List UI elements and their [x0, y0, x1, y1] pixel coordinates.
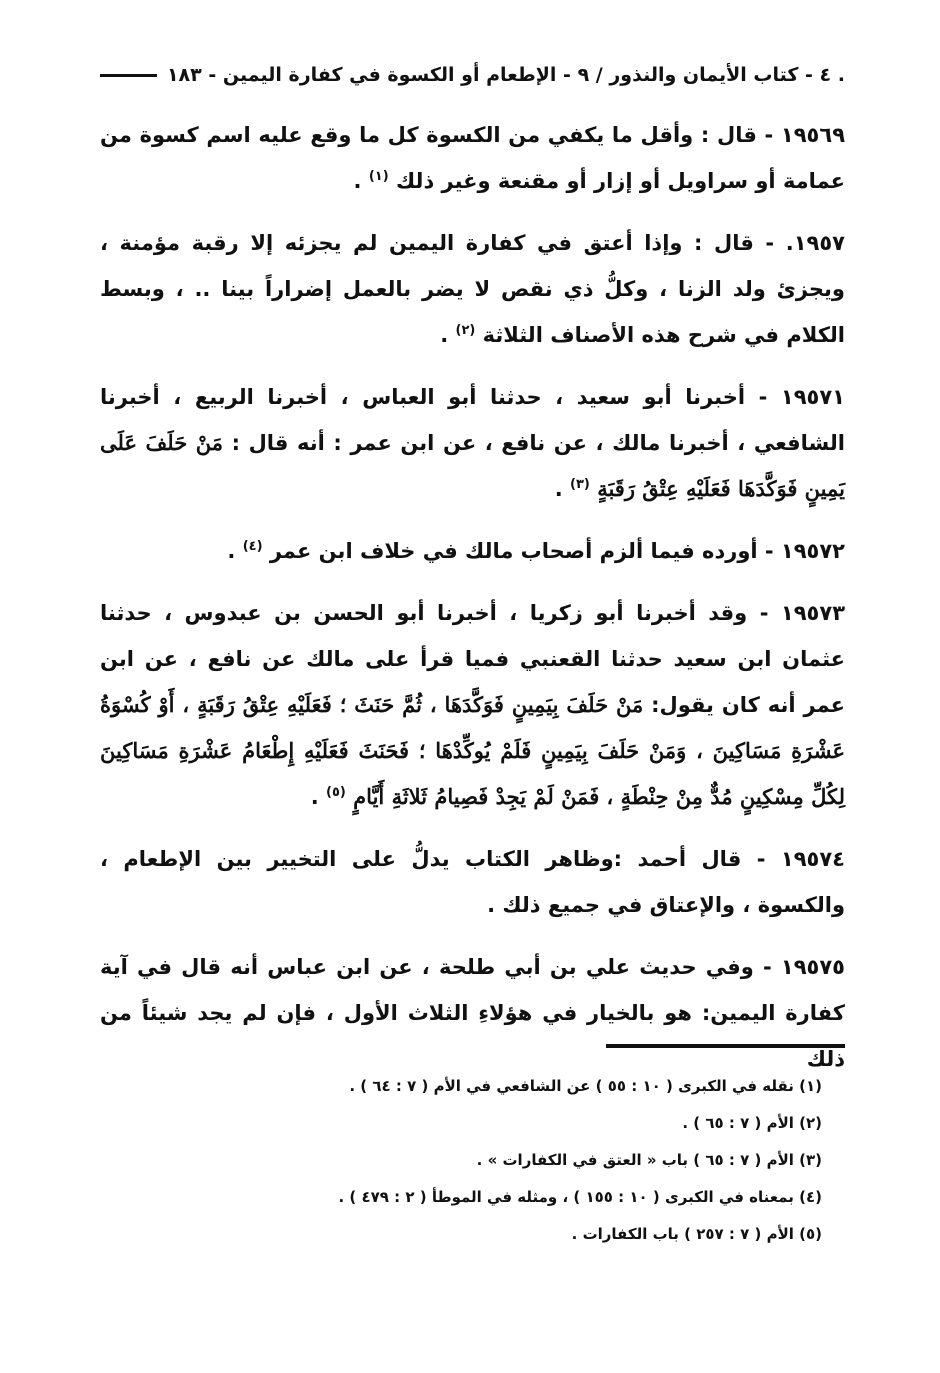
paragraph-text: - قال أحمد :وظاهر الكتاب يدلُّ على التخيير بين الإطعام ، والكسوة ، والإعتاق في جميع ذلك .	[100, 847, 845, 917]
hadith-quote: مَنْ حَلَفَ بِيَمِينٍ فَوَكَّدَهَا ، ثُمَّ حَنَثَ ؛ فَعَلَيْهِ عِتْقُ رَقَبَةٍ ، أَوْ كُسْوَةُ عَشْرَةِ مَسَاكِينَ ، وَمَنْ حَلَفَ بِيَمِينٍ فَلَمْ يُوكِّدْهَا ؛ فَحَنَثَ فَعَلَيْهِ إِطْعَامُ عَشْرَةِ مَسَاكِينَ لِكُلِّ مِسْكِينٍ مُدٌّ مِنْ حِنْطَةٍ ، فَمَنْ لَمْ يَجِدْ فَصِيامُ ثَلاثَةِ أَيَّامٍ	[100, 692, 845, 809]
paragraph-19575	[100, 944, 845, 1082]
header-title: . ٤ - كتاب الأيمان والنذور / ٩ - الإطعام أو الكسوة في كفارة اليمين - ١٨٣	[166, 64, 845, 86]
paragraph-text: - أخبرنا أبو سعيد ، حدثنا أبو العباس ، أخبرنا الربيع ، أخبرنا الشافعي ، أخبرنا مالك ، عن نافع ، عن ابن عمر : أنه قال :	[100, 385, 846, 455]
header-rule	[100, 74, 157, 77]
footnote-2: (٢) الأم ( ٧ : ٦٥ ) .	[682, 1114, 822, 1132]
main-text	[100, 112, 845, 1098]
paragraph-text: - قال : وأقل ما يكفي من الكسوة كل ما وقع عليه اسم كسوة من عمامة أو سراويل أو إزار أو مقنعة وغير ذلك	[100, 123, 845, 193]
footnote-ref: (٥)	[326, 785, 346, 800]
paragraph-19572	[100, 528, 845, 574]
paragraph-number: ١٩٥٦٩	[780, 123, 846, 147]
footnote-ref: (٤)	[242, 539, 263, 554]
paragraph-end: .	[353, 169, 362, 193]
paragraph-text: - أورده فيما ألزم أصحاب مالك في خلاف ابن عمر	[269, 539, 774, 563]
footnote-4: (٤) بمعناه في الكبرى ( ١٠ : ١٥٥ ) ، ومثله في الموطأ ( ٢ : ٤٧٩ ) .	[338, 1188, 822, 1206]
paragraph-number: ١٩٥٧٤	[780, 847, 845, 871]
paragraph-end: .	[227, 539, 236, 563]
footnote-ref: (٢)	[455, 323, 476, 338]
paragraph-19569	[100, 112, 845, 204]
paragraph-number: ١٩٥٧٣	[780, 601, 846, 625]
paragraph-number: ١٩٥٧٢	[780, 539, 845, 563]
footnote-1: (١) نقله في الكبرى ( ١٠ : ٥٥ ) عن الشافعي في الأم ( ٧ : ٦٤ ) .	[349, 1077, 822, 1095]
paragraph-number: ١٩٥٧٥	[780, 955, 845, 979]
paragraph-19574	[100, 836, 845, 928]
paragraph-text: - وقد أخبرنا أبو زكريا ، أخبرنا أبو الحسن بن عبدوس ، حدثنا عثمان ابن سعيد حدثنا القعنبي فميا قرأ على مالك عن نافع ، عن ابن عمر أنه كان يقول:	[100, 601, 846, 717]
footnote-5: (٥) الأم ( ٧ : ٢٥٧ ) باب الكفارات .	[571, 1225, 822, 1243]
paragraph-text: - وفي حديث علي بن أبي طلحة ، عن ابن عباس أنه قال في آية كفارة اليمين: هو بالخيار في هؤلاءِ الثلاث الأول ، فإن لم يجد شيئاً من ذلك	[100, 955, 845, 1071]
footnote-separator	[606, 1044, 845, 1048]
paragraph-19573	[100, 590, 845, 820]
hadith-quote: مَنْ حَلَفَ عَلَى يَمِينٍ فَوَكَّدَهَا فَعَلَيْهِ عِتْقُ رَقَبَةٍ	[100, 430, 845, 501]
paragraph-end: .	[554, 477, 563, 501]
paragraph-number: ١٩٥٧١	[780, 385, 845, 409]
footnote-3: (٣) الأم ( ٧ : ٦٥ ) باب « العتق في الكفارات » .	[476, 1151, 822, 1169]
paragraph-19570	[100, 220, 845, 358]
paragraph-text: - قال : وإذا أعتق في كفارة اليمين لم يجزئه إلا رقبة مؤمنة ، ويجزئ ولد الزنا ، وكلُّ ذي نقص لا يضر بالعمل إضراراً بينا .. ، وبسط الكلام في شرح هذه الأصناف الثلاثة	[100, 231, 845, 347]
paragraph-end: .	[310, 785, 319, 809]
footnote-ref: (٣)	[570, 477, 590, 492]
footnote-ref: (١)	[368, 169, 389, 184]
paragraph-19571	[100, 374, 845, 512]
paragraph-number: ١٩٥٧.	[785, 231, 845, 255]
running-header	[100, 58, 845, 92]
paragraph-end: .	[440, 323, 449, 347]
footnotes	[150, 1068, 822, 1253]
